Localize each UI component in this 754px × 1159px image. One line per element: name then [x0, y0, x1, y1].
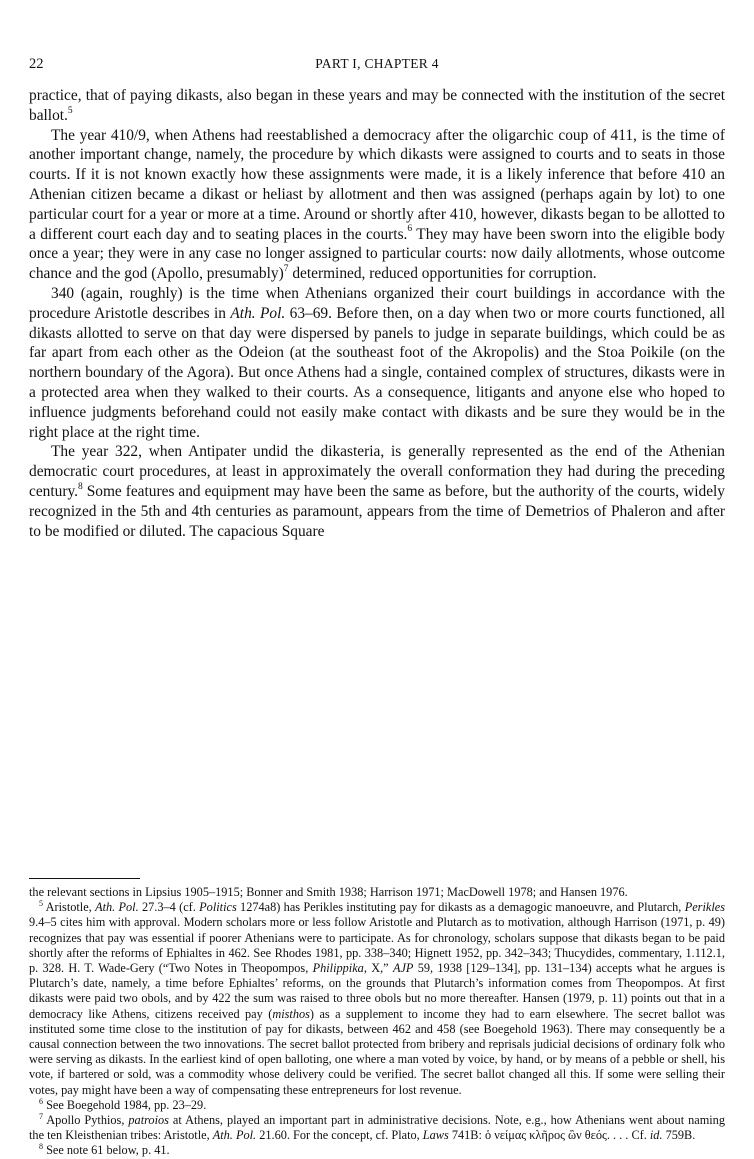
- footnote-ref-7[interactable]: 7: [283, 264, 289, 275]
- page-header: [29, 56, 725, 76]
- footnote-number: 8: [39, 1142, 43, 1152]
- footnote-continuation: the relevant sections in Lipsius 1905–1915; Bonner and Smith 1938; Harrison 1971; MacDowell 1978; and Hansen 1976.: [29, 885, 628, 899]
- running-head: PART I, CHAPTER 4: [315, 56, 439, 71]
- footnote-rule: [29, 878, 140, 879]
- footnote-number: 7: [39, 1111, 43, 1121]
- footnote-7: $^7$ Apollo Pythios, patroios at Athens, played an important part in administrative decisions. Note, e.g., how Athenians went about naming the ten Kleisthenian tribes: Aristotle, Ath. Pol. 21.60. For the concept, cf. Plato, Laws 741B: ὁ νείμας κλῆρος ὢν θεός. . . . Cf. id. 759B.: [29, 1111, 725, 1143]
- footnote-8: $^8$ See note 61 below, p. 41.: [39, 1142, 170, 1158]
- footnote-5: $^5$ Aristotle, Ath. Pol. 27.3–4 (cf. Politics 1274a8) has Perikles instituting pay for dikasts as a demagogic manoeuvre, and Plutarch, Perikles 9.4–5 cites him with approval. Modern scholars more or less follow Aristotle and Plutarch as to motivation, although Harrison (1971, p. 49) recognizes that pay was essential if poorer Athenians were to participate. As for chronology, scholars suppose that dikasts began to be paid shortly after the reforms of Ephialtes in 462. See Rhodes 1981, pp. 338–340; Hignett 1952, pp. 342–343; Thucydides, commentary, 1.112.1, p. 328. H. T. Wade-Gery (“Two Notes in Theopompos, Philippika, X,” AJP 59, 1938 [129–134], pp. 131–134) accepts what he argues is Plutarch’s date, namely, a time before Ephialtes’ reforms, on the grounds that Plutarch’s information comes from Theopompos. At first dikasts were paid two obols, and by 422 the sum was raised to three obols but no more thereafter. Hansen (1979, p. 11) points out that in a democracy like Athens, citizens received pay (misthos) as a supplement to income they had to earn elsewhere. The secret ballot was instituted some time close to the institution of pay for dikasts, between 462 and 458 (see Boegehold 1963). There may consequently be a causal connection between the two innovations. The secret ballot protected from bribery and reprisals judicial decisions of ordinary folk who were serving as dikasts. In the earliest kind of open balloting, one where a man voted by voice, by hand, or by means of a pebble or shell, his vote, if bartered or sold, was a commodity whose delivery could be verified. The secret ballot changed all this. If some were selling their votes, pay might have been a way of compensating these entrepreneurs for lost revenue.: [29, 899, 726, 1097]
- footnotes: [29, 885, 725, 1159]
- paragraph-4: The year 322, when Antipater undid the dikasteria, is generally represented as the end of the Athenian democratic court procedures, at least in approximately the overall conformation they had during the preceding century.$^8$ Some features and equipment may have been the same as before, but the authority of the courts, widely recognized in the 5th and 4th centuries as paramount, appears from the time of Demetrios of Phaleron and after to be modified or diluted. The capacious Square: [29, 443, 725, 540]
- footnote-ref-5[interactable]: 5: [67, 105, 73, 116]
- footnote-ref-6[interactable]: 6: [407, 224, 413, 235]
- footnote-number: 5: [39, 899, 43, 909]
- footnote-ref-8[interactable]: 8: [78, 481, 83, 492]
- body-text: [29, 86, 725, 541]
- page-number: 22: [29, 56, 44, 72]
- paragraph-2: The year 410/9, when Athens had reestablished a democracy after the oligarchic coup of 411, is the time of another important change, namely, the procedure by which dikasts were assigned to courts and to seats in those courts. If it is not known exactly how these assignments were made, it is a likely inference that before 410 an Athenian citizen became a dikast or heliast by allotment and then was assigned (perhaps again by lot) to one particular court for a year or more at a time. Around or shortly after 410, however, dikasts began to be allotted to a different court each day and to seating places in the courts.$^6$ They may have been sworn into the eligible body once a year; they were in any case no longer assigned to particular courts: now daily allotments, whose outcome chance and the god (Apollo, presumably)$^7$ determined, reduced opportunities for corruption.: [29, 126, 725, 283]
- paragraph-3: 340 (again, roughly) is the time when Athenians organized their court buildings in accordance with the procedure Aristotle describes in Ath. Pol. 63–69. Before then, on a day when two or more courts functioned, all dikasts allotted to serve on that day were dispersed by panels to judge in separate buildings, which could be as far apart from each other as the Odeion (at the southeast foot of the Akropolis) and the Stoa Poikile (on the northern boundary of the Agora). But once Athens had a single, contained complex of structures, dikasts were in a protected area when they walked to their courts. As a consequence, litigants and anyone else who hoped to influence judgments beforehand could not easily make contact with dikasts and be sure they would be in the right place at the right time.: [29, 284, 725, 441]
- paragraph-1: practice, that of paying dikasts, also began in these years and may be connected with the institution of the secret ballot.$^5$: [29, 87, 725, 124]
- work-title: Ath. Pol.: [230, 304, 286, 322]
- footnote-number: 6: [39, 1096, 43, 1106]
- footnote-6: $^6$ See Boegehold 1984, pp. 23–29.: [39, 1096, 207, 1112]
